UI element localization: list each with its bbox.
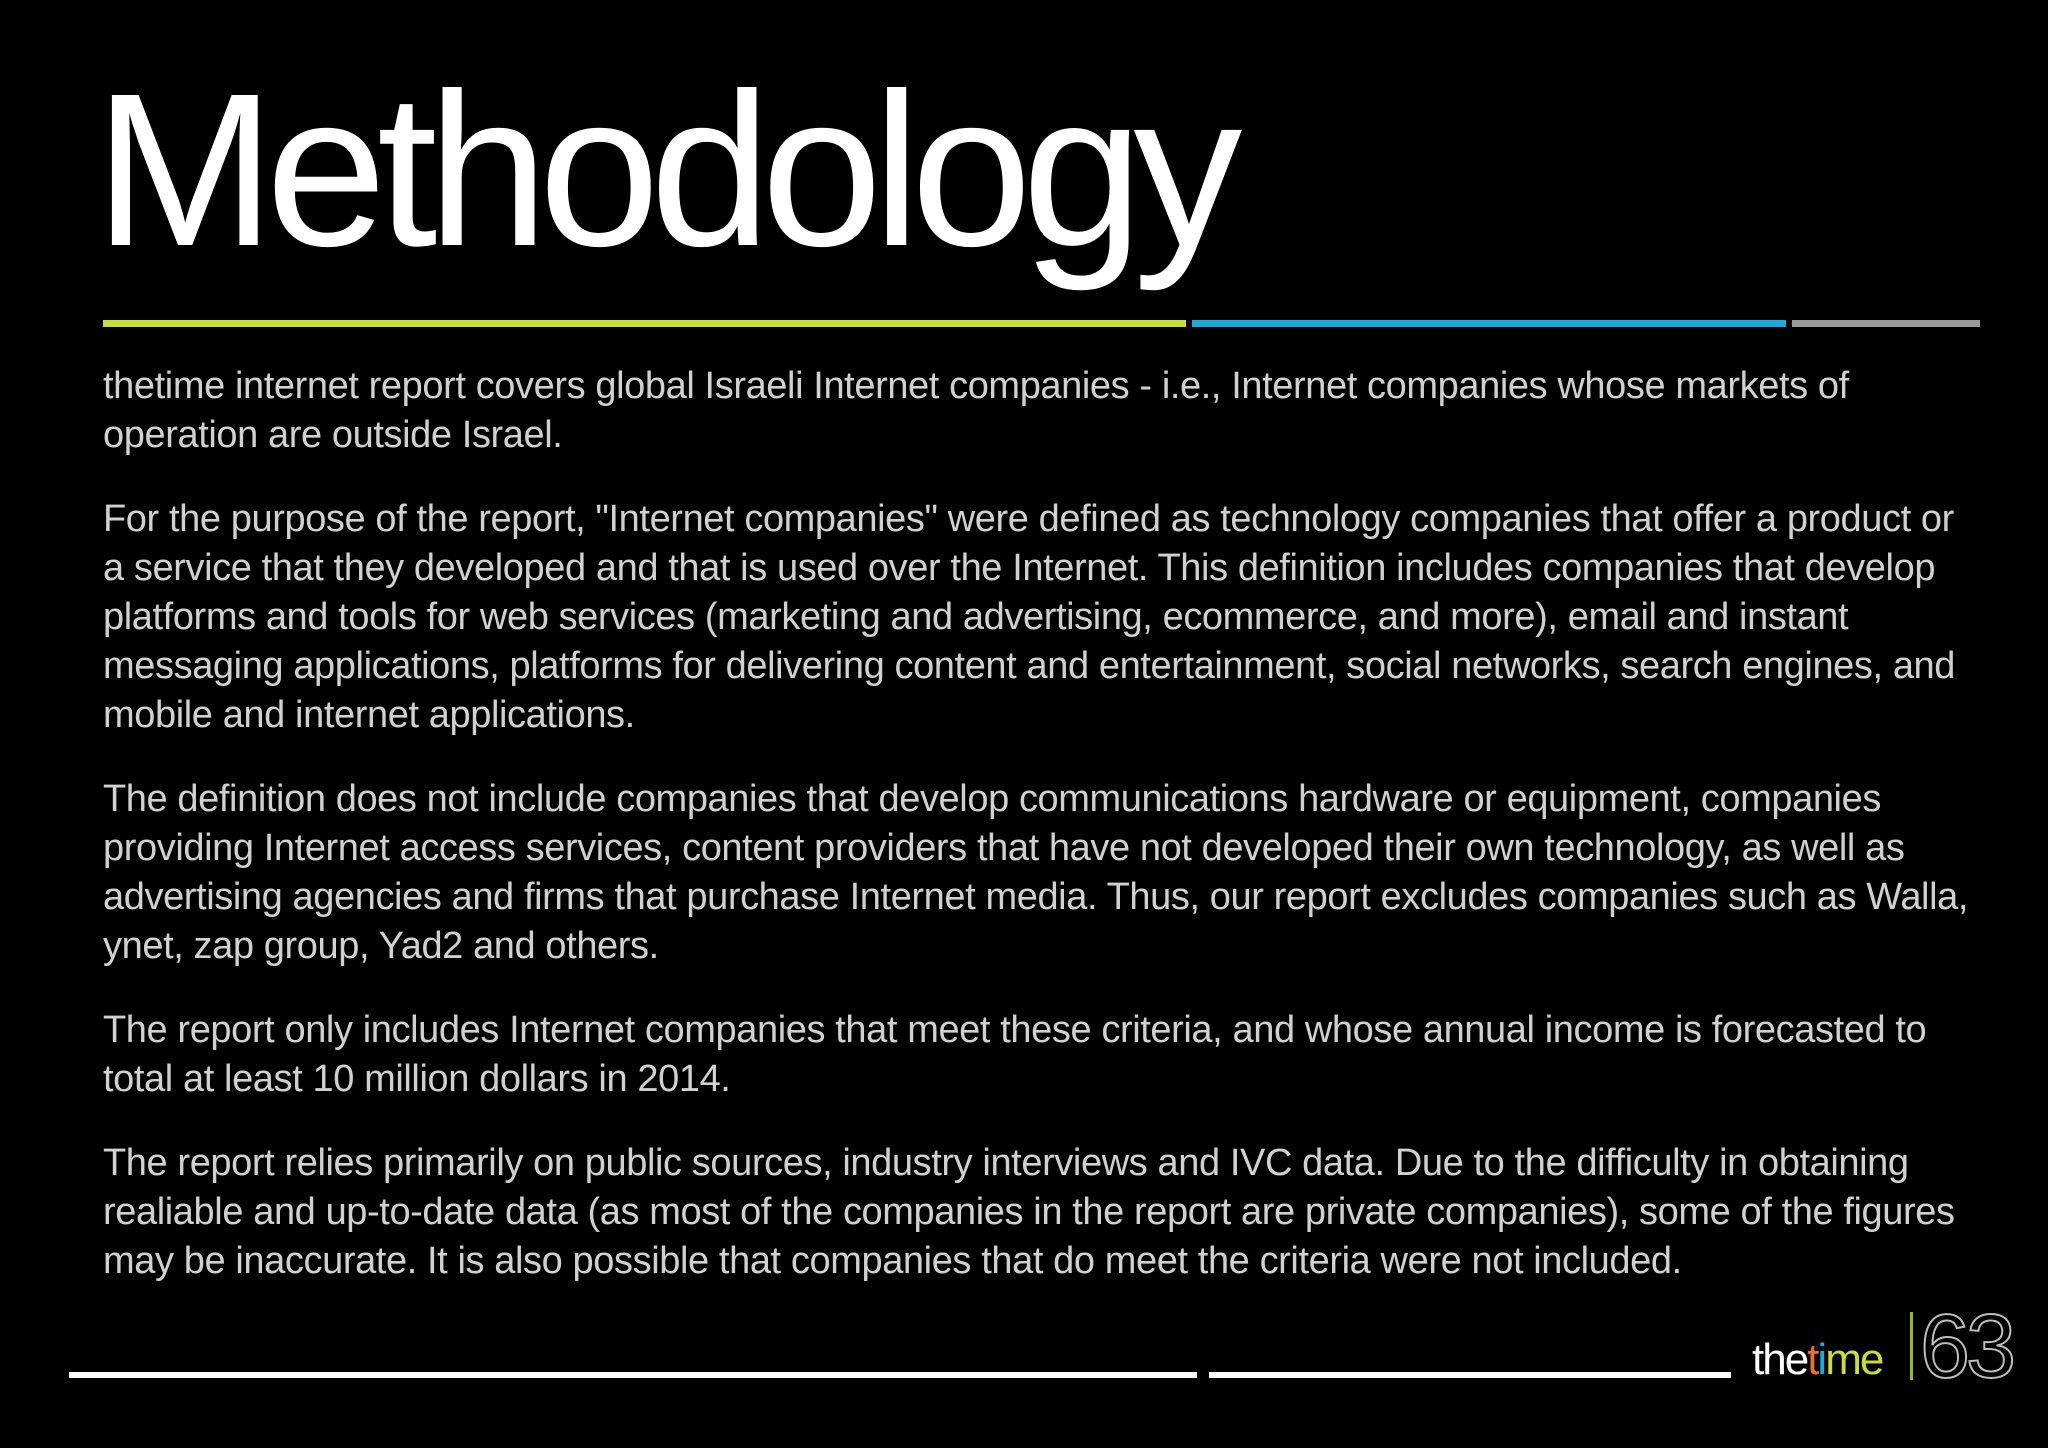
page-number: 63 [1920, 1297, 2013, 1397]
brand-logo-i: i [1817, 1335, 1826, 1384]
title-underline-green [103, 320, 1186, 327]
brand-logo-t: t [1807, 1335, 1818, 1384]
brand-logo-me: me [1825, 1335, 1883, 1384]
body-text [103, 362, 1983, 1321]
footer-rule-left [69, 1372, 1197, 1378]
title-underline-gray [1792, 320, 1980, 327]
brand-logo-the: the [1752, 1335, 1808, 1384]
paragraph-sources: The report relies primarily on public sources, industry interviews and IVC data. Due to the difficulty in obtaining realiable and up-to-date data (as most of the companies in the report are private companies), some of the figures may be inaccurate. It is also possible that companies that do meet the criteria were not included. [103, 1142, 1955, 1282]
paragraph-exclusions: The definition does not include companies that develop communications hardware or equipment, companies providing Internet access services, content providers that have not developed their own technology, as well as advertising agencies and firms that purchase Internet media. Thus, our report excludes companies such as Walla, ynet, zap group, Yad2 and others. [103, 778, 1969, 967]
paragraph-definition: For the purpose of the report, "Internet companies" were defined as technology companies that offer a product or a service that they developed and that is used over the Internet. This definition includes companies that develop platforms and tools for web services (marketing and advertising, ecommerce, and more), email and instant messaging applications, platforms for delivering content and entertainment, social networks, search engines, and mobile and internet applications. [103, 498, 1956, 736]
page-number-divider [1910, 1312, 1913, 1380]
brand-logo [1752, 1335, 1883, 1384]
page-title: Methodology [94, 49, 1233, 292]
title-underline-blue [1192, 320, 1786, 327]
footer-rule-right [1209, 1372, 1731, 1378]
paragraph-criteria: The report only includes Internet companies that meet these criteria, and whose annual income is forecasted to total at least 10 million dollars in 2014. [103, 1009, 1927, 1100]
paragraph-scope: thetime internet report covers global Israeli Internet companies - i.e., Internet companies whose markets of operation are outside Israel. [103, 365, 1849, 456]
